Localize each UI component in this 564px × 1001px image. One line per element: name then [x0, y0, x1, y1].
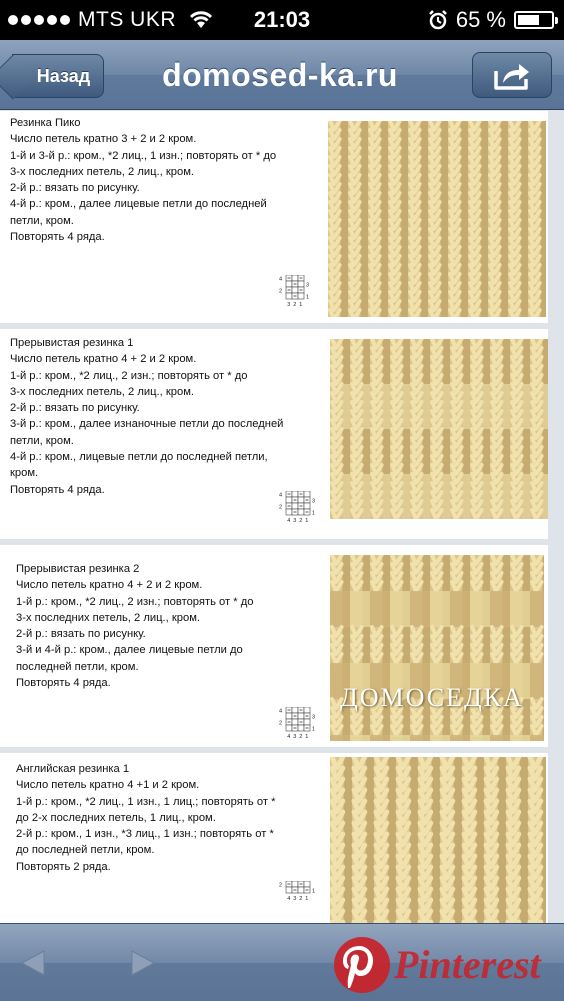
chart-col-label: 4	[287, 896, 291, 902]
chart-col-label: 4	[287, 518, 291, 524]
chart-row-label: 2	[279, 720, 283, 727]
signal-strength-icon	[8, 15, 70, 25]
chart-cell	[292, 287, 298, 293]
back-button-label: Назад	[36, 65, 91, 86]
chart-cell	[292, 491, 298, 497]
chart-col-label: 1	[305, 896, 309, 902]
pattern-line: 4-й р.: кром., далее лицевые петли до последней	[10, 198, 267, 211]
knit-swatch-image	[330, 757, 546, 923]
chart-col-label: 3	[287, 302, 291, 308]
pinterest-logo-icon	[322, 932, 562, 998]
knitting-chart	[278, 707, 328, 743]
chart-cell	[292, 719, 298, 725]
chart-grid	[278, 881, 328, 905]
pattern-line: Повторять 2 ряда.	[16, 860, 111, 873]
battery-fill	[518, 15, 539, 25]
pattern-line: 3-х последних петель, 2 лиц., кром.	[10, 165, 194, 178]
chart-cell	[298, 887, 304, 893]
pattern-line: Число петель кратно 4 +1 и 2 кром.	[16, 779, 200, 792]
chart-cell	[292, 503, 298, 509]
chart-cell	[286, 509, 292, 515]
knit-texture	[330, 757, 546, 923]
chart-cell	[292, 881, 298, 887]
chart-row-label: 4	[279, 276, 283, 283]
chart-cell	[304, 881, 310, 887]
chart-grid	[278, 275, 322, 311]
watermark-logo: ДОМОСЕДКА	[340, 683, 524, 712]
knit-texture	[330, 555, 544, 741]
pattern-line: Повторять 4 ряда.	[16, 677, 111, 690]
pattern-description	[10, 335, 283, 498]
knitting-chart	[278, 275, 322, 311]
knit-texture	[330, 339, 548, 519]
chart-cell	[298, 713, 304, 719]
chart-row-label: 3	[312, 714, 316, 721]
chart-cell	[298, 497, 304, 503]
pattern-line: 2-й р.: вязать по рисунку.	[10, 182, 140, 195]
pattern-line: кром.	[10, 467, 39, 480]
chart-col-label: 4	[287, 734, 291, 740]
chart-cell	[286, 497, 292, 503]
chart-col-label: 2	[299, 896, 303, 902]
share-button[interactable]	[472, 52, 552, 98]
chart-cell	[298, 509, 304, 515]
chart-row-label: 2	[279, 288, 283, 295]
chart-col-label: 1	[305, 734, 309, 740]
battery-icon	[514, 11, 554, 29]
chart-row-label: 4	[279, 708, 283, 715]
chart-col-label: 3	[293, 896, 297, 902]
chart-row-label: 2	[279, 504, 283, 511]
chart-row-label: 1	[312, 726, 316, 733]
pattern-line: Число петель кратно 3 + 2 и 2 кром.	[10, 133, 197, 146]
chart-row-label: 1	[306, 294, 310, 301]
chart-row-label: 4	[279, 492, 283, 499]
chart-row-label: 1	[312, 888, 316, 895]
chart-col-label: 1	[305, 518, 309, 524]
carrier-name: MTS UKR	[78, 8, 176, 31]
chart-col-label: 1	[299, 302, 303, 308]
chart-cell	[286, 887, 292, 893]
chart-cell	[304, 491, 310, 497]
status-time: 21:03	[253, 7, 311, 32]
pattern-line: 3-х последних петель, 2 лиц., кром.	[10, 385, 194, 398]
chart-grid	[278, 491, 328, 527]
section-divider	[0, 747, 548, 753]
chart-cell	[286, 293, 292, 299]
pattern-line: до 2-х последних петель, 1 лиц., кром.	[16, 811, 216, 824]
pattern-line: 2-й р.: вязать по рисунку.	[10, 402, 140, 415]
chart-col-label: 2	[293, 302, 297, 308]
section-divider	[0, 539, 548, 545]
pattern-line: 4-й р.: кром., лицевые петли до последней петли,	[10, 451, 268, 464]
pattern-line: Число петель кратно 4 + 2 и 2 кром.	[16, 579, 203, 592]
arrow-right-icon[interactable]	[128, 948, 158, 978]
chart-cell	[286, 725, 292, 731]
chart-cell	[304, 503, 310, 509]
back-button[interactable]	[12, 54, 104, 98]
knitting-chart	[278, 881, 328, 905]
chart-cell	[286, 713, 292, 719]
knit-texture	[328, 121, 546, 317]
chart-col-label: 3	[293, 734, 297, 740]
status-right	[428, 0, 554, 40]
pattern-line: петли, кром.	[10, 214, 74, 227]
pattern-line: 1-й р.: кром., *2 лиц., 1 изн., 1 лиц.; повторять от *	[16, 795, 276, 808]
chart-grid	[278, 707, 328, 743]
page-title: domosed-ka.ru	[162, 57, 398, 93]
chart-col-label: 2	[299, 518, 303, 524]
pattern-title: Прерывистая резинка 1	[10, 337, 134, 349]
chart-row-label: 2	[279, 882, 283, 889]
chart-col-label: 3	[293, 518, 297, 524]
knit-swatch-image	[330, 339, 548, 519]
wifi-icon	[188, 10, 214, 30]
alarm-clock-icon	[428, 10, 448, 30]
pattern-line: 2-й р.: кром., 1 изн., *3 лиц., 1 изн.; повторять от *	[16, 828, 274, 841]
pattern-title: Английская резинка 1	[16, 763, 130, 775]
pattern-description	[10, 115, 276, 245]
knit-swatch-image	[330, 555, 544, 741]
pattern-line: петли, кром.	[10, 434, 74, 447]
chart-cell	[286, 281, 292, 287]
section-divider	[0, 323, 548, 329]
pattern-line: 1-й р.: кром., *2 лиц., 2 изн.; повторять от * до	[16, 595, 254, 608]
status-left	[8, 0, 214, 40]
pattern-line: Число петель кратно 4 + 2 и 2 кром.	[10, 353, 197, 366]
pattern-line: до последней петли, кром.	[16, 844, 155, 857]
chart-cell	[304, 719, 310, 725]
arrow-left-icon[interactable]	[18, 948, 48, 978]
pattern-title: Прерывистая резинка 2	[16, 563, 140, 575]
chart-col-label: 2	[299, 734, 303, 740]
svg-text:Pinterest: Pinterest	[394, 942, 541, 987]
knitting-chart	[278, 491, 328, 527]
chart-cell	[304, 707, 310, 713]
page-image	[0, 111, 548, 923]
pattern-line: 3-й и 4-й р.: кром., далее лицевые петли до	[16, 644, 243, 657]
bottom-toolbar	[0, 923, 564, 1001]
knit-swatch-image	[328, 121, 546, 317]
pattern-line: 3-х последних петель, 2 лиц., кром.	[16, 611, 200, 624]
chart-cell	[298, 725, 304, 731]
pattern-line: 1-й и 3-й р.: кром., *2 лиц., 1 изн.; повторять от * до	[10, 149, 277, 162]
pattern-title: Резинка Пико	[10, 117, 81, 129]
chart-cell	[298, 281, 304, 287]
navigation-bar	[0, 40, 564, 110]
chart-cell	[298, 293, 304, 299]
share-arrow-icon	[492, 59, 532, 91]
chart-cell	[292, 707, 298, 713]
battery-percent: 65 %	[455, 7, 506, 32]
pattern-line: последней петли, кром.	[16, 660, 139, 673]
pattern-line: Повторять 4 ряда.	[10, 483, 105, 496]
web-content[interactable]	[0, 111, 564, 923]
chart-cell	[292, 275, 298, 281]
pattern-line: 2-й р.: вязать по рисунку.	[16, 628, 146, 641]
chart-row-label: 3	[312, 498, 316, 505]
chart-row-label: 3	[306, 282, 310, 289]
status-bar	[0, 0, 564, 40]
pattern-line: Повторять 4 ряда.	[10, 231, 105, 244]
pattern-line: 1-й р.: кром., *2 лиц., 2 изн.; повторять от * до	[10, 369, 248, 382]
pattern-description	[16, 561, 253, 691]
pattern-line: 3-й р.: кром., далее изнаночные петли до последней	[10, 418, 284, 431]
pattern-description	[16, 761, 275, 875]
chart-row-label: 1	[312, 510, 316, 517]
